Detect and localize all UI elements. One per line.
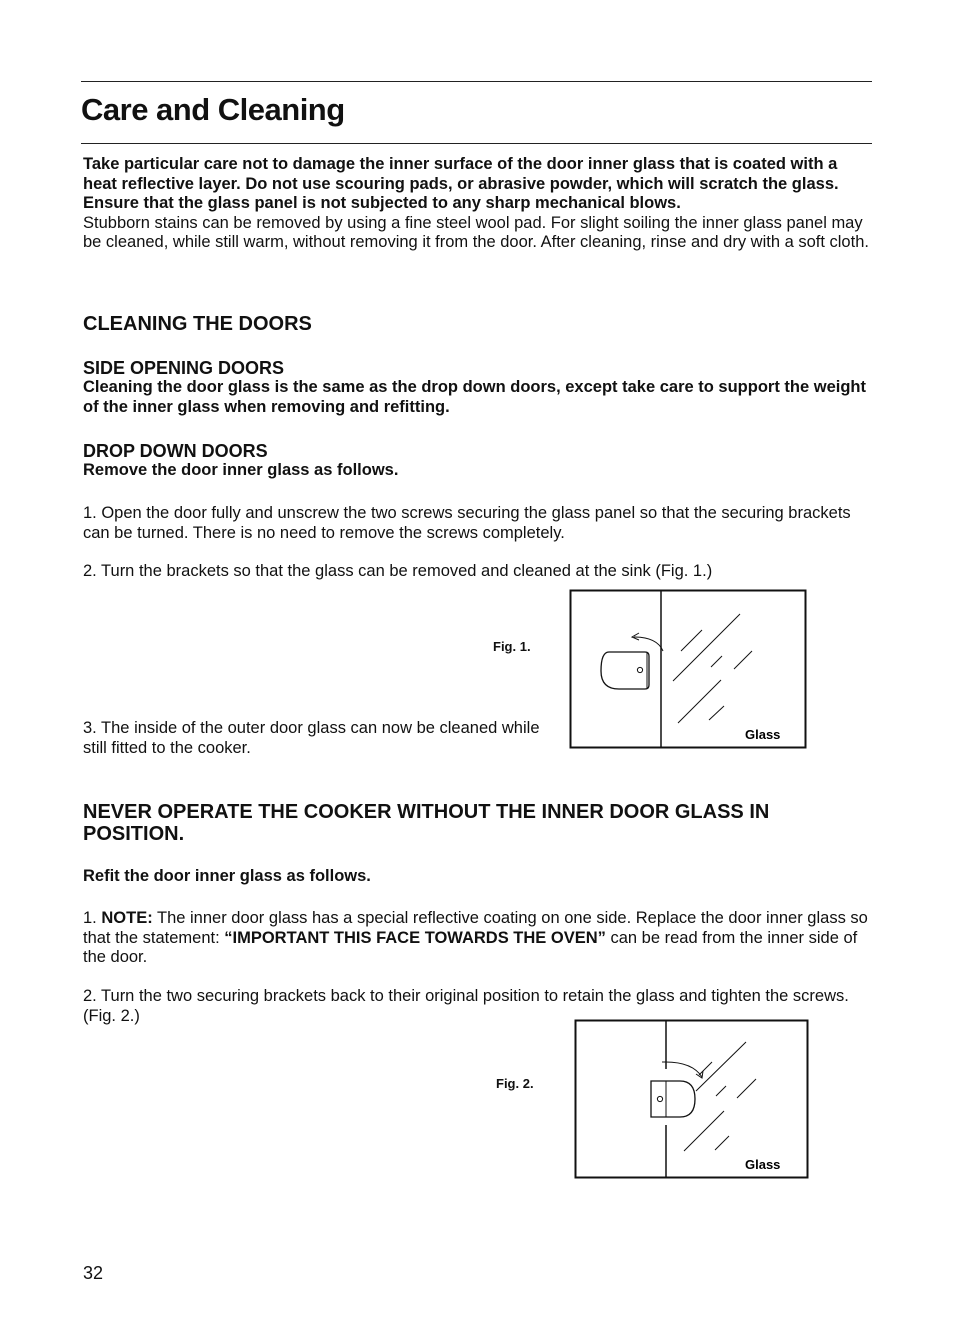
refit-step1-text-b: can be read from the inner side of the door. bbox=[83, 928, 858, 967]
refit-step1-quote: “IMPORTANT THIS FACE TOWARDS THE OVEN” bbox=[224, 928, 606, 947]
intro-body: Stubborn stains can be removed by using a fine steel wool pad. For slight soiling the inner glass panel may be cleaned, while still warm, without removing it from the door. After cleaning, rinse and dry with a soft cloth. bbox=[83, 213, 869, 252]
side-opening-heading: SIDE OPENING DOORS bbox=[83, 358, 285, 378]
top-rule bbox=[81, 81, 872, 82]
fig2-glass-label: Glass bbox=[745, 1157, 781, 1172]
drop-down-intro: Remove the door inner glass as follows. bbox=[83, 461, 399, 479]
refit-step1 bbox=[83, 909, 873, 968]
drop-down-step1: 1. Open the door fully and unscrew the two screws securing the glass panel so that the securing brackets can be turned. There is no need to remove the screws completely. bbox=[83, 504, 851, 542]
refit-step2: 2. Turn the two securing brackets back to their original position to retain the glass and tighten the screws. (Fig. 2.) bbox=[83, 987, 849, 1025]
fig1-glass-label: Glass bbox=[745, 727, 781, 742]
page-number: 32 bbox=[83, 1263, 104, 1283]
refit-step1-prefix: 1. bbox=[83, 909, 102, 927]
drop-down-step3: 3. The inside of the outer door glass can now be cleaned while still fitted to the cooker. bbox=[83, 719, 540, 757]
side-opening-text: Cleaning the door glass is the same as the drop down doors, except take care to support the weight of the inner glass when removing and refitting. bbox=[83, 378, 866, 416]
drop-down-step2: 2. Turn the brackets so that the glass can be removed and cleaned at the sink (Fig. 1.) bbox=[83, 562, 713, 580]
refit-intro: Refit the door inner glass as follows. bbox=[83, 867, 371, 885]
title-underline bbox=[81, 143, 872, 144]
drop-down-heading: DROP DOWN DOORS bbox=[83, 441, 268, 461]
never-operate-heading: NEVER OPERATE THE COOKER WITHOUT THE INNER DOOR GLASS IN POSITION. bbox=[83, 801, 770, 845]
fig1-label: Fig. 1. bbox=[493, 639, 531, 654]
cleaning-doors-heading: CLEANING THE DOORS bbox=[83, 313, 312, 335]
fig1-diagram bbox=[569, 589, 809, 751]
page-title: Care and Cleaning bbox=[81, 92, 345, 127]
refit-step1-note: NOTE: bbox=[101, 909, 153, 927]
refit-step1-text-a: The inner door glass has a special reflective coating on one side. Replace the door inner glass so that the statement: bbox=[83, 909, 868, 947]
side-opening-section bbox=[83, 358, 873, 417]
intro-warning: Take particular care not to damage the inner surface of the door inner glass that is coated with a heat reflective layer. Do not use scouring pads, or abrasive powder, which will scratch the glass. Ensure that the glass panel is not subjected to any sharp mechanical blows. bbox=[83, 155, 839, 213]
fig2-diagram bbox=[574, 1019, 811, 1181]
fig2-label: Fig. 2. bbox=[496, 1076, 534, 1091]
intro-section bbox=[83, 155, 873, 253]
drop-down-section bbox=[83, 441, 873, 481]
